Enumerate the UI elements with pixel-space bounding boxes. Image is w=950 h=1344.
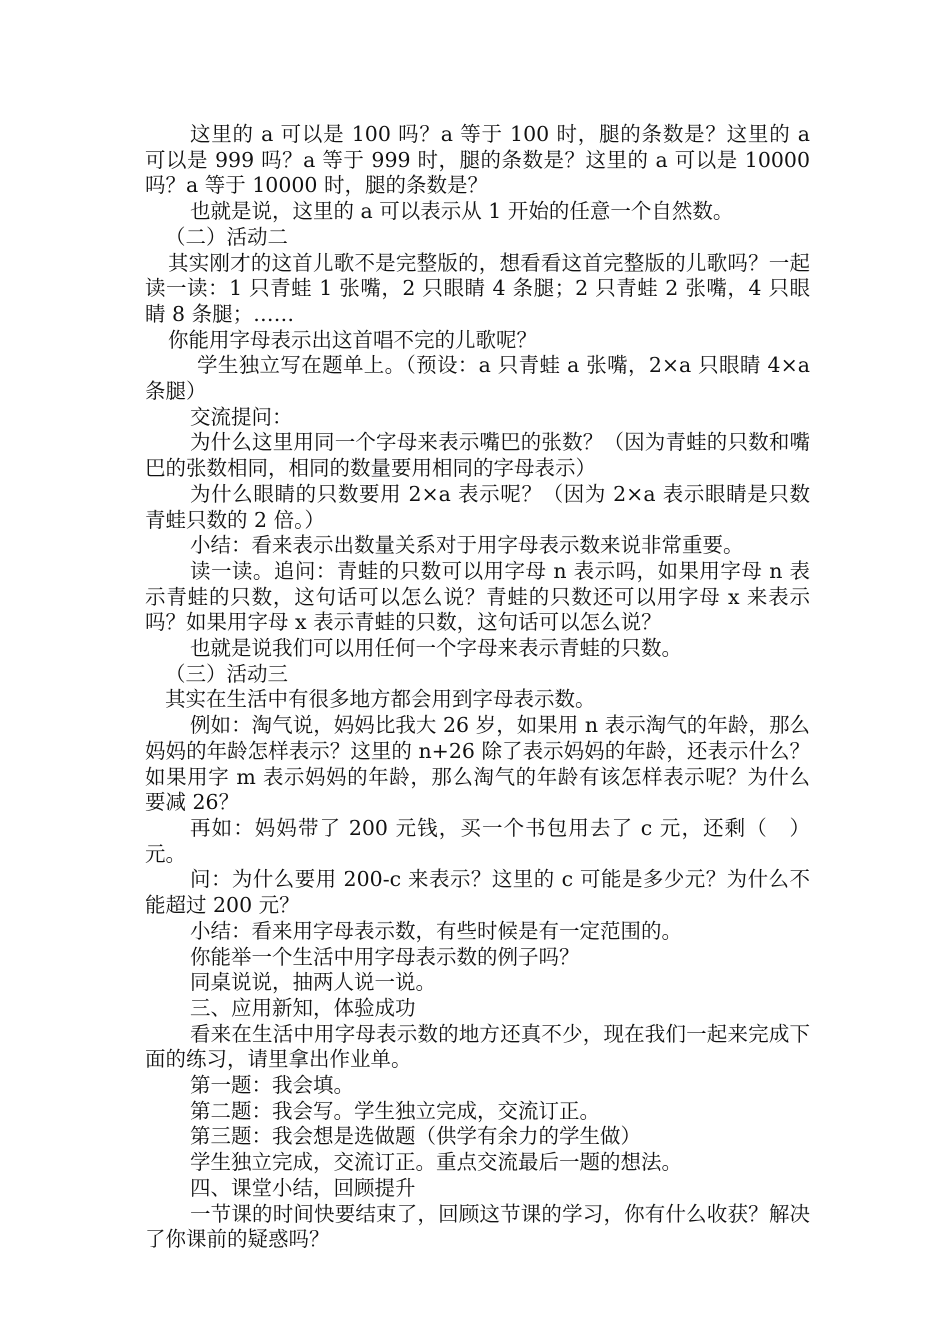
paragraph-example-money: 再如：妈妈带了 200 元钱，买一个书包用去了 c 元，还剩（ ）元。 bbox=[145, 815, 810, 866]
paragraph-exercise-three: 第三题：我会想是选做题（供学有余力的学生做） bbox=[190, 1124, 641, 1149]
paragraph-same-letter: 为什么这里用同一个字母来表示嘴巴的张数？（因为青蛙的只数和嘴巴的张数相同，相同的数量要用相同的字母表示） bbox=[145, 430, 810, 481]
paragraph-student-writes: 学生独立写在题单上。（预设：a 只青蛙 a 张嘴，2×a 只眼睛 4×a 条腿） bbox=[145, 353, 810, 404]
paragraph-give-example: 你能举一个生活中用字母表示数的例子吗？ bbox=[190, 944, 580, 969]
paragraph-question-letters: 你能用字母表示出这首唱不完的儿歌呢？ bbox=[168, 327, 537, 352]
paragraph-review: 一节课的时间快要结束了，回顾这节课的学习，你有什么收获？解决了你课前的疑惑吗？ bbox=[145, 1201, 810, 1252]
paragraph-eyes-2a: 为什么眼睛的只数要用 2×a 表示呢？（因为 2×a 表示眼睛是只数青蛙只数的 2 倍。） bbox=[145, 481, 810, 532]
paragraph-discussion: 交流提问： bbox=[190, 404, 293, 429]
document-page bbox=[145, 122, 810, 1253]
paragraph-a-values: 这里的 a 可以是 100 吗？a 等于 100 时，腿的条数是？这里的 a 可以是 999 吗？a 等于 999 时，腿的条数是？这里的 a 可以是 10000 吗？a 等于 10000 时，腿的条数是？ bbox=[145, 122, 810, 198]
heading-activity-two: （二）活动二 bbox=[165, 224, 288, 249]
paragraph-summary-relation: 小结：看来表示出数量关系对于用字母表示数来说非常重要。 bbox=[190, 533, 744, 558]
heading-activity-three: （三）活动三 bbox=[165, 661, 288, 686]
paragraph-exercise-one: 第一题：我会填。 bbox=[190, 1073, 354, 1098]
heading-section-four: 四、课堂小结，回顾提升 bbox=[190, 1175, 416, 1200]
heading-section-three: 三、应用新知，体验成功 bbox=[190, 995, 416, 1020]
paragraph-read-follow-up: 读一读。追问：青蛙的只数可以用字母 n 表示吗，如果用字母 n 表示青蛙的只数，这句话可以怎么说？青蛙的只数还可以用字母 x 来表示吗？如果用字母 x 表示青蛙的只数，这句话可以怎么说？ bbox=[145, 558, 810, 635]
paragraph-daily-life: 其实在生活中有很多地方都会用到字母表示数。 bbox=[165, 687, 596, 712]
paragraph-any-letter: 也就是说我们可以用任何一个字母来表示青蛙的只数。 bbox=[190, 636, 682, 661]
paragraph-desk-mate: 同桌说说，抽两人说一说。 bbox=[190, 970, 436, 995]
paragraph-full-song: 其实刚才的这首儿歌不是完整版的，想看看这首完整版的儿歌吗？一起读一读：1 只青蛙 1 张嘴，2 只眼睛 4 条腿；2 只青蛙 2 张嘴，4 只眼睛 8 条腿；…… bbox=[145, 250, 810, 326]
paragraph-complete-correct: 学生独立完成，交流订正。重点交流最后一题的想法。 bbox=[190, 1150, 682, 1175]
paragraph-question-200c: 问：为什么要用 200-c 来表示？这里的 c 可能是多少元？为什么不能超过 200 元？ bbox=[145, 867, 810, 918]
paragraph-a-natural-number: 也就是说，这里的 a 可以表示从 1 开始的任意一个自然数。 bbox=[190, 199, 734, 224]
paragraph-exercises-intro: 看来在生活中用字母表示数的地方还真不少，现在我们一起来完成下面的练习，请里拿出作业单。 bbox=[145, 1021, 810, 1072]
paragraph-exercise-two: 第二题：我会写。学生独立完成，交流订正。 bbox=[190, 1098, 600, 1123]
paragraph-example-age: 例如：淘气说，妈妈比我大 26 岁，如果用 n 表示淘气的年龄，那么妈妈的年龄怎样表示？这里的 n+26 除了表示妈妈的年龄，还表示什么？如果用字 m 表示妈妈的年龄，那么淘气的年龄有该怎样表示呢？为什么要减 26？ bbox=[145, 713, 810, 815]
paragraph-summary-range: 小结：看来用字母表示数，有些时候是有一定范围的。 bbox=[190, 918, 682, 943]
